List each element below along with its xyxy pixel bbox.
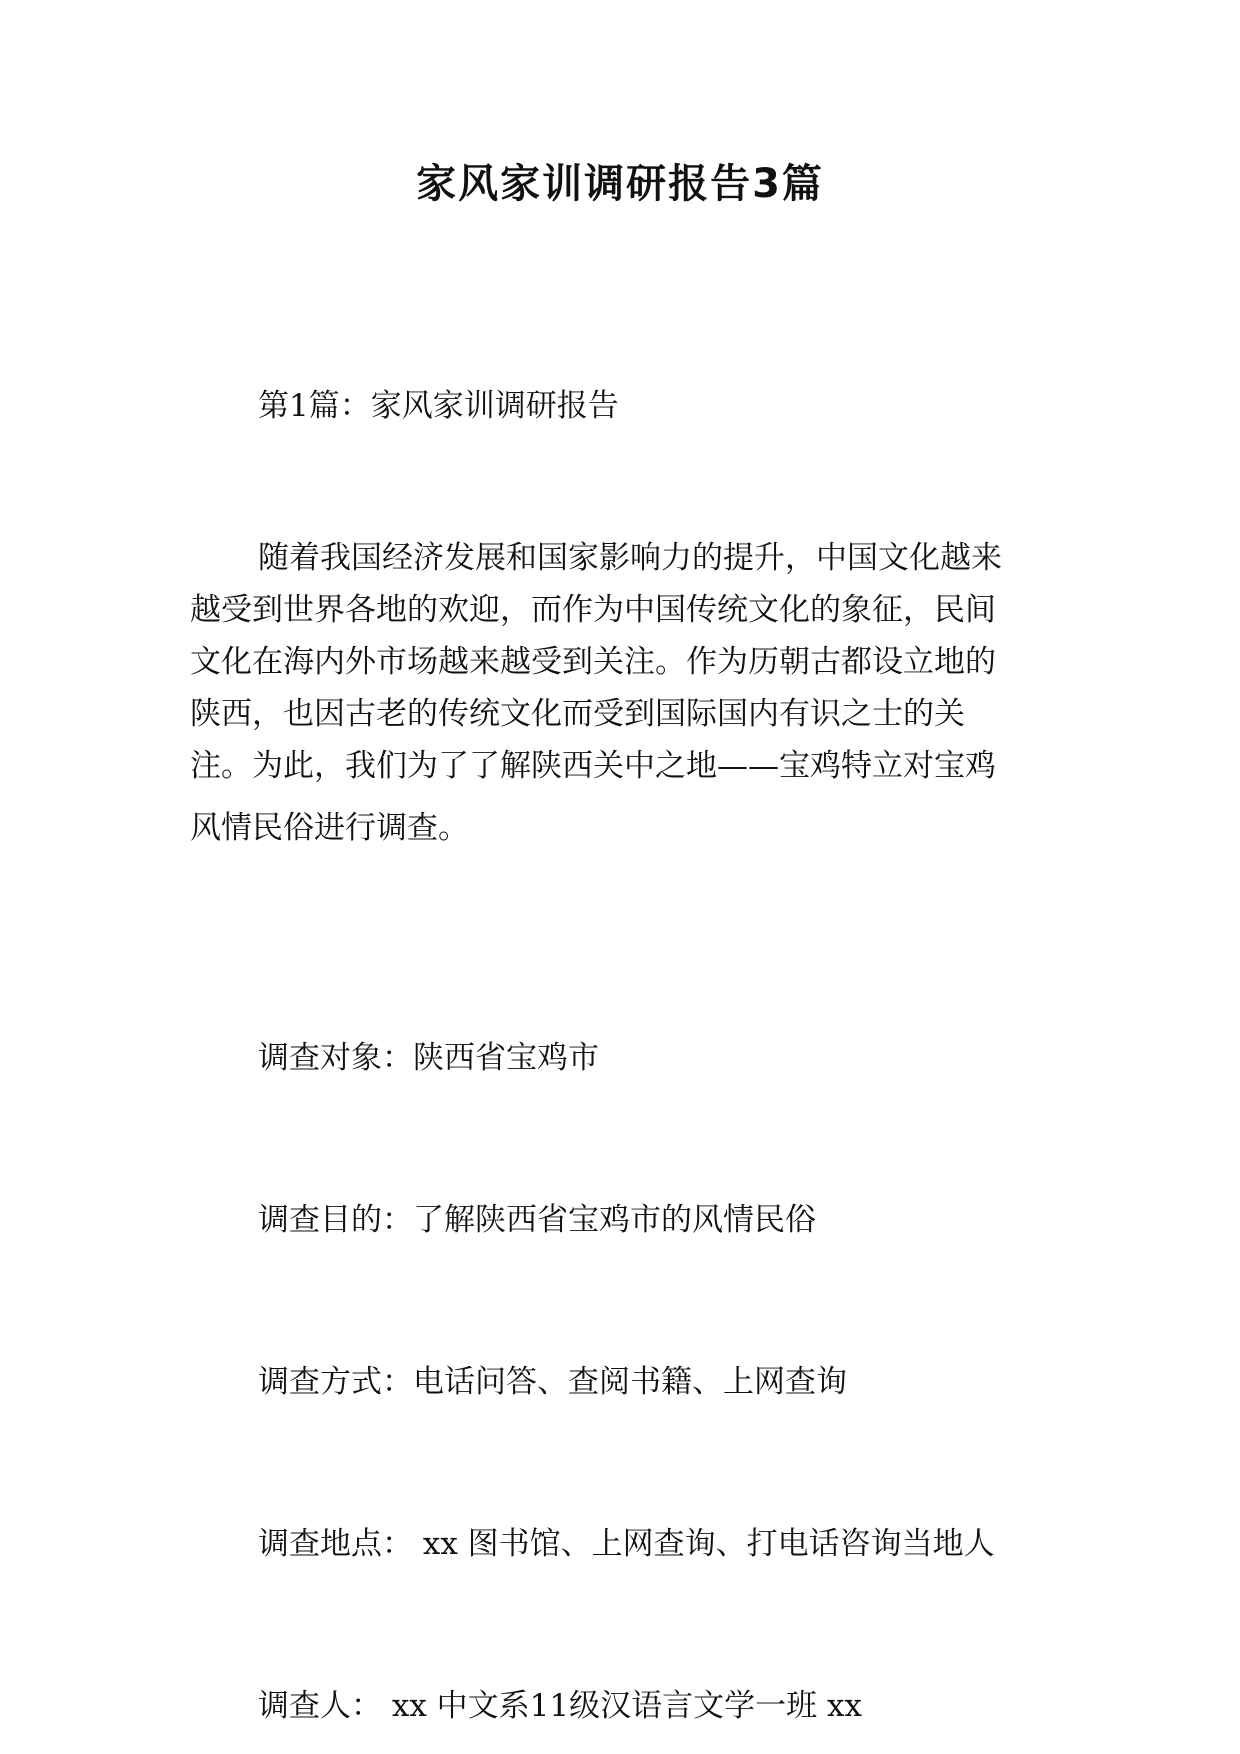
intro-line: 文化在海内外市场越来越受到关注。作为历朝古都设立地的 (190, 644, 996, 680)
intro-line: 越受到世界各地的欢迎，而作为中国传统文化的象征，民间 (190, 592, 996, 628)
section-heading: 第1篇：家风家训调研报告 (258, 388, 619, 424)
survey-purpose: 调查目的：了解陕西省宝鸡市的风情民俗 (258, 1202, 816, 1238)
survey-object: 调查对象：陕西省宝鸡市 (258, 1040, 599, 1076)
intro-line: 注。为此，我们为了了解陕西关中之地——宝鸡特立对宝鸡 (190, 748, 996, 784)
document-title: 家风家训调研报告3篇 (416, 161, 824, 207)
survey-location: 调查地点： xx 图书馆、上网查询、打电话咨询当地人 (258, 1526, 995, 1562)
intro-line: 随着我国经济发展和国家影响力的提升，中国文化越来 (258, 540, 1002, 576)
intro-paragraph (190, 532, 1050, 854)
survey-investigator: 调查人： xx 中文系11级汉语言文学一班 xx (258, 1688, 862, 1724)
intro-line: 风情民俗进行调查。 (190, 810, 469, 846)
survey-method: 调查方式：电话问答、查阅书籍、上网查询 (258, 1364, 847, 1400)
intro-line: 陕西，也因古老的传统文化而受到国际国内有识之士的关 (190, 696, 965, 732)
